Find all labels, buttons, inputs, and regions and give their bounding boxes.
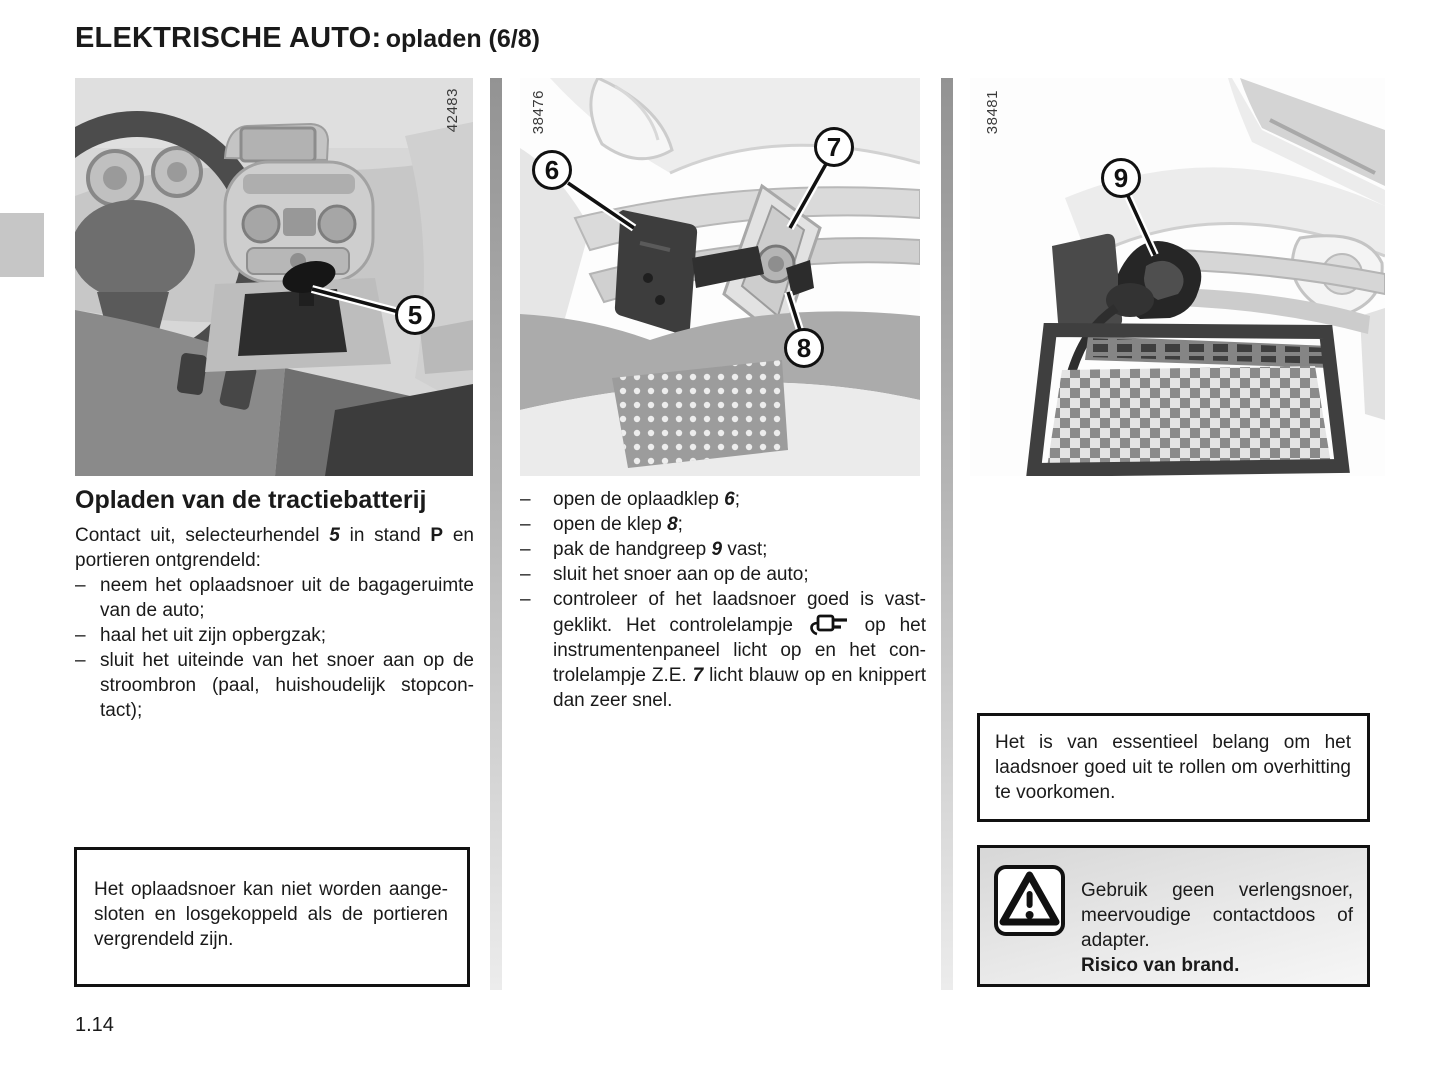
dash-marker: – [520,564,531,585]
callout-ref-5: 5 [329,525,340,546]
page-title [75,22,540,55]
figure-ref-number: 42483 [444,88,461,133]
section-heading: Opladen van de tractiebatterij [75,486,427,514]
figure-front-flap [520,78,920,476]
callout-ref-7: 7 [692,665,704,686]
warning-text: Gebruik geen verlengsnoer, meervoudige contactdoos of adapter. Risico van brand. [1081,880,1353,976]
callout-9: 9 [1101,158,1141,198]
warning-emphasis: Risico van brand. [1081,955,1240,976]
note-box-doors: Het oplaadsnoer kan niet worden aangesloten en losgekoppeld als de portieren vergrendeld zijn. [74,847,470,987]
dashboard-illustration [75,78,473,476]
column-separator [490,78,502,990]
figure-dashboard [75,78,473,476]
callout-5: 5 [395,295,435,335]
middle-column [520,487,926,713]
gear-position-p: P [430,525,444,546]
dash-marker: – [75,650,86,671]
charging-indicator-plug-icon [809,612,849,636]
warning-box [977,845,1370,987]
dash-marker: – [520,589,531,610]
list-item: – controleer of het laadsnoer goed is vastgeklikt. Het controlelampje op het instrumentenpaneel licht op en het controlelampje Z.E. 7 licht blauw op en knippert dan zeer snel. [520,589,927,711]
list-item: – open de klep 8; [520,514,683,535]
list-item: – sluit het snoer aan op de auto; [520,564,809,585]
dash-marker: – [520,539,531,560]
dash-marker: – [520,489,531,510]
list-item: – haal het uit zijn opbergzak; [75,625,327,646]
warning-triangle-icon [993,864,1066,937]
callout-ref-6: 6 [724,489,735,510]
dash-marker: – [75,625,86,646]
left-column [75,486,474,723]
note-box-cable: Het is van essentieel belang om het laadsnoer goed uit te rollen om overhitting te voorkomen. [977,713,1370,822]
figure-ref-number: 38476 [530,90,547,135]
front-flap-illustration [520,78,920,476]
callout-ref-8: 8 [667,514,678,535]
list-item: – sluit het uiteinde van het snoer aan op de stroombron (paal, huishoudelijk stopcontact); [75,650,474,721]
figure-front-cable [970,78,1385,476]
page-title-sub: opladen (6/8) [385,25,540,53]
page-title-main: ELEKTRISCHE AUTO: [75,22,382,54]
chapter-tab [0,213,44,277]
intro-paragraph: Contact uit, selecteurhendel 5 in stand P en portieren ontgrendeld: [75,525,474,571]
instruction-list [75,573,474,723]
list-item: – neem het oplaadsnoer uit de bagageruimte van de auto; [75,575,474,621]
callout-ref-9: 9 [711,539,723,560]
callout-8: 8 [784,328,824,368]
column-separator [941,78,953,990]
callout-6: 6 [532,150,572,190]
page-number: 1.14 [75,1014,114,1036]
instruction-list [520,487,926,713]
dash-marker: – [520,514,531,535]
list-item: – open de oplaadklep 6; [520,489,741,510]
dash-marker: – [75,575,86,596]
front-cable-illustration [970,78,1385,476]
figure-ref-number: 38481 [984,90,1001,135]
callout-7: 7 [814,127,854,167]
list-item: – pak de handgreep 9 vast; [520,539,768,560]
